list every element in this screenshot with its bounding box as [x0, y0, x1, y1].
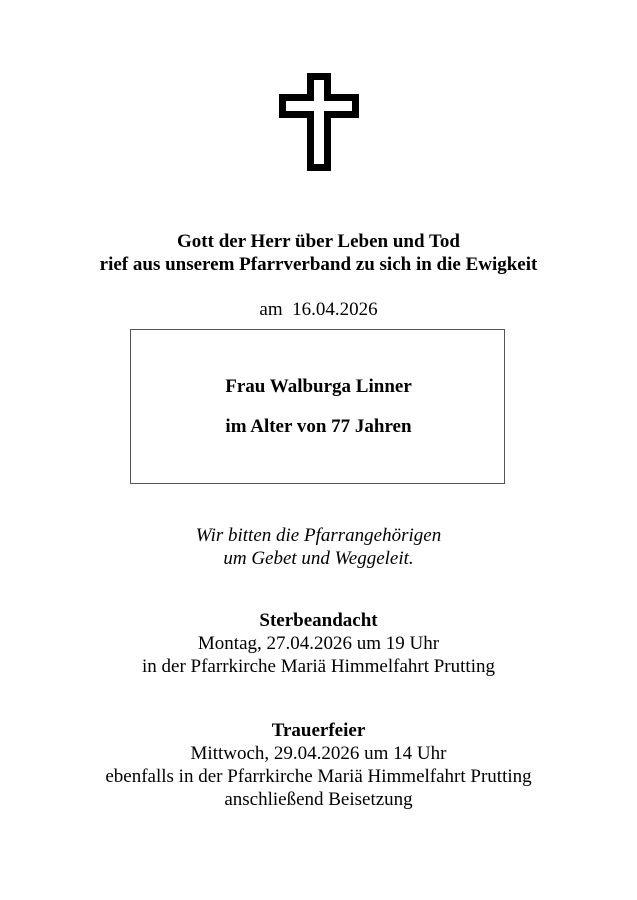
intro-line-2: rief aus unserem Pfarrverband zu sich in die Ewigkeit [99, 254, 538, 275]
trauerfeier-date: Mittwoch, 29.04.2026 um 14 Uhr [190, 743, 447, 764]
death-date: am 16.04.2026 [259, 299, 378, 320]
sterbeandacht-title: Sterbeandacht [259, 610, 378, 631]
trauerfeier-extra: anschließend Beisetzung [224, 789, 413, 810]
sterbeandacht-place: in der Pfarrkirche Mariä Himmelfahrt Prutting [142, 656, 495, 677]
trauerfeier-place: ebenfalls in der Pfarrkirche Mariä Himmelfahrt Prutting [105, 766, 532, 787]
deceased-box [130, 329, 505, 484]
prayer-line-1: Wir bitten die Pfarrangehörigen [195, 525, 442, 546]
intro-line-1: Gott der Herr über Leben und Tod [177, 231, 460, 252]
trauerfeier-title: Trauerfeier [271, 720, 366, 741]
sterbeandacht-date: Montag, 27.04.2026 um 19 Uhr [197, 633, 440, 654]
prayer-line-2: um Gebet und Weggeleit. [223, 548, 414, 569]
deceased-name: Frau Walburga Linner [225, 376, 412, 397]
deceased-age: im Alter von 77 Jahren [225, 416, 412, 437]
cross-icon [279, 73, 359, 171]
